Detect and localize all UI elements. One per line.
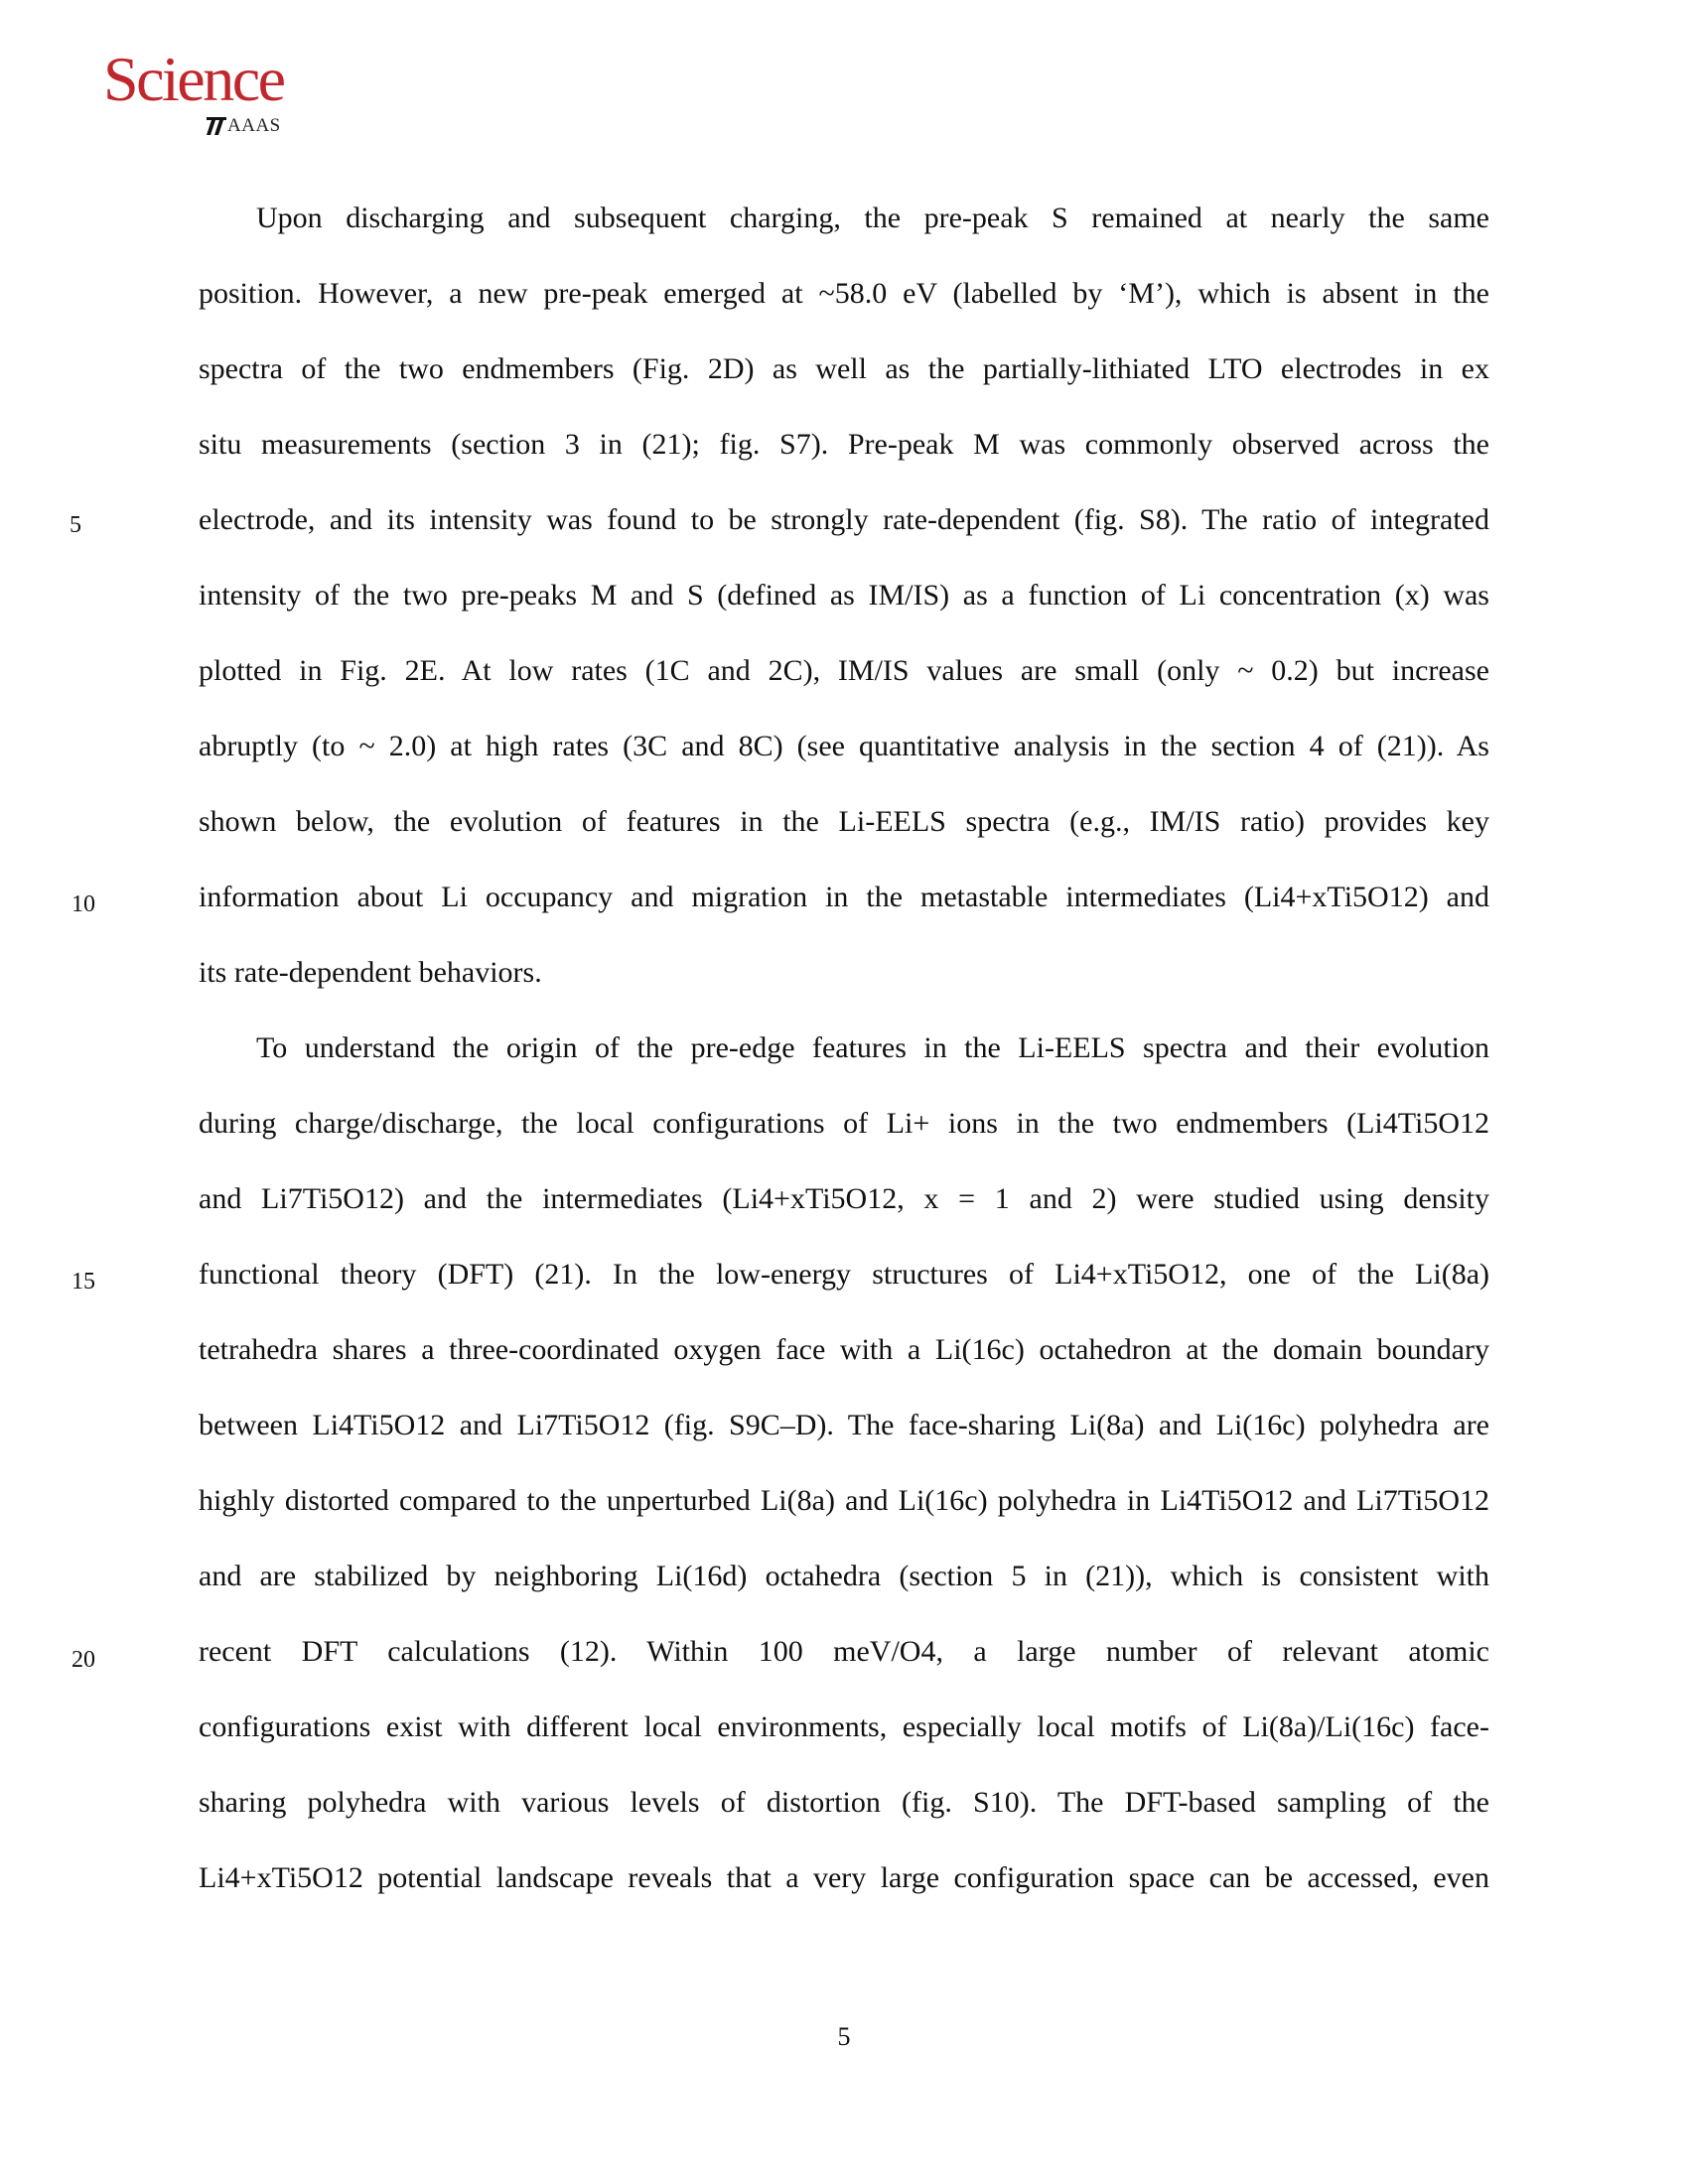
publisher-label: AAAS bbox=[227, 115, 281, 136]
text-line: and are stabilized by neighboring Li(16d) octahedra (section 5 in (21)), which is consistent with bbox=[199, 1560, 1489, 1592]
text-line: shown below, the evolution of features in the Li-EELS spectra (e.g., IM/IS ratio) provides key bbox=[199, 805, 1489, 838]
text-line: spectra of the two endmembers (Fig. 2D) as well as the partially-lithiated LTO electrodes in ex bbox=[199, 352, 1489, 385]
text-line: abruptly (to ~ 2.0) at high rates (3C and 8C) (see quantitative analysis in the section 4 of (21)). As bbox=[199, 730, 1489, 762]
line-number: 10 bbox=[71, 891, 95, 917]
text-line: Upon discharging and subsequent charging, the pre-peak S remained at nearly the same bbox=[256, 202, 1489, 234]
text-line: functional theory (DFT) (21). In the low-energy structures of Li4+xTi5O12, one of the Li(8a) bbox=[199, 1258, 1489, 1291]
text-line: information about Li occupancy and migration in the metastable intermediates (Li4+xTi5O12) and bbox=[199, 881, 1489, 913]
text-line: intensity of the two pre-peaks M and S (defined as IM/IS) as a function of Li concentration (x) was bbox=[199, 579, 1489, 612]
text-line: recent DFT calculations (12). Within 100 meV/O4, a large number of relevant atomic bbox=[199, 1635, 1489, 1668]
text-line: between Li4Ti5O12 and Li7Ti5O12 (fig. S9C–D). The face-sharing Li(8a) and Li(16c) polyhedra are bbox=[199, 1409, 1489, 1441]
text-line: situ measurements (section 3 in (21); fig. S7). Pre-peak M was commonly observed across the bbox=[199, 428, 1489, 461]
text-line: its rate-dependent behaviors. bbox=[199, 956, 542, 989]
line-number: 15 bbox=[71, 1269, 95, 1295]
text-line: highly distorted compared to the unperturbed Li(8a) and Li(16c) polyhedra in Li4Ti5O12 and Li7Ti5O12 bbox=[199, 1484, 1489, 1517]
logo-wordmark: Science bbox=[103, 44, 284, 114]
text-line: and Li7Ti5O12) and the intermediates (Li4+xTi5O12, x = 1 and 2) were studied using density bbox=[199, 1182, 1489, 1215]
text-line: sharing polyhedra with various levels of distortion (fig. S10). The DFT-based sampling of the bbox=[199, 1786, 1489, 1819]
text-line: during charge/discharge, the local configurations of Li+ ions in the two endmembers (Li4Ti5O12 bbox=[199, 1107, 1489, 1140]
page-number: 5 bbox=[837, 2022, 851, 2051]
text-line: electrode, and its intensity was found to be strongly rate-dependent (fig. S8). The ratio of integrated bbox=[199, 503, 1489, 536]
line-number: 20 bbox=[71, 1647, 95, 1673]
text-line: To understand the origin of the pre-edge features in the Li-EELS spectra and their evolution bbox=[256, 1031, 1489, 1064]
text-line: Li4+xTi5O12 potential landscape reveals that a very large configuration space can be accessed, even bbox=[199, 1861, 1489, 1894]
text-line: configurations exist with different local environments, especially local motifs of Li(8a)/Li(16c) face- bbox=[199, 1710, 1489, 1743]
text-line: position. However, a new pre-peak emerged at ~58.0 eV (labelled by ‘M’), which is absent in the bbox=[199, 277, 1489, 310]
text-line: plotted in Fig. 2E. At low rates (1C and 2C), IM/IS values are small (only ~ 0.2) but increase bbox=[199, 654, 1489, 687]
text-line: tetrahedra shares a three-coordinated oxygen face with a Li(16c) octahedron at the domain boundary bbox=[199, 1333, 1489, 1366]
line-number: 5 bbox=[70, 512, 81, 538]
